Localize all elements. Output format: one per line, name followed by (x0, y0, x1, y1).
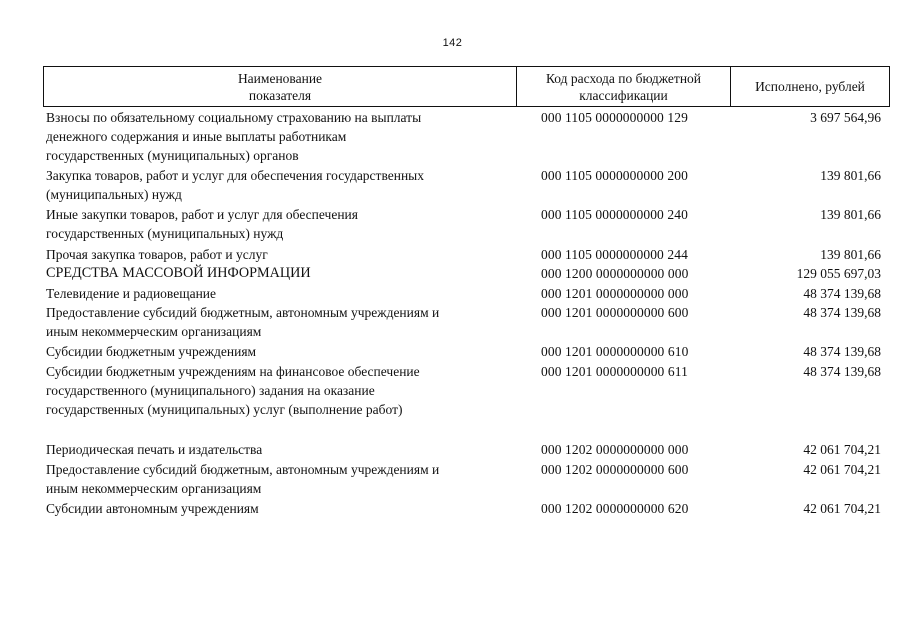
row-name-line: Предоставление субсидий бюджетным, автономным учреждениям и (46, 305, 440, 320)
row-code: 000 1105 0000000000 244 (541, 247, 688, 262)
row-name-line: Субсидии автономным учреждениям (46, 501, 259, 516)
row-name-line: государственных (муниципальных) органов (46, 148, 299, 163)
row-amount: 42 061 704,21 (803, 462, 881, 477)
row-name-line: Взносы по обязательному социальному страхованию на выплаты (46, 110, 422, 125)
row-name-line: Закупка товаров, работ и услуг для обеспечения государственных (46, 168, 425, 183)
row-amount: 139 801,66 (820, 168, 881, 183)
row-amount: 48 374 139,68 (803, 286, 881, 301)
row-name (46, 499, 516, 518)
row-code: 000 1200 0000000000 000 (541, 266, 689, 281)
row-name-line: Телевидение и радиовещание (46, 286, 217, 301)
row-name (46, 303, 516, 341)
row-name (46, 264, 516, 283)
row-name (46, 108, 516, 165)
row-amount: 139 801,66 (820, 247, 881, 262)
row-code: 000 1201 0000000000 611 (541, 364, 688, 379)
row-code: 000 1201 0000000000 610 (541, 344, 689, 359)
row-code: 000 1105 0000000000 129 (541, 110, 688, 125)
row-name-line: Иные закупки товаров, работ и услуг для обеспечения (46, 207, 358, 222)
table-header (43, 66, 890, 107)
header-code-line: Код расхода по бюджетной (545, 70, 702, 86)
row-code: 000 1202 0000000000 620 (541, 501, 689, 516)
header-code-column (517, 67, 731, 106)
row-code: 000 1105 0000000000 240 (541, 207, 688, 222)
row-name-line: Субсидии бюджетным учреждениям на финансовое обеспечение (46, 364, 420, 379)
row-name (46, 440, 516, 459)
row-name-line: государственных (муниципальных) услуг (выполнение работ) (46, 402, 403, 417)
row-name-line: денежного содержания и иные выплаты работникам (46, 129, 347, 144)
row-amount: 42 061 704,21 (803, 501, 881, 516)
row-name-line: иным некоммерческим организациям (46, 481, 262, 496)
row-code: 000 1202 0000000000 000 (541, 442, 689, 457)
row-name-line: Прочая закупка товаров, работ и услуг (46, 247, 268, 262)
row-name (46, 245, 516, 264)
header-name-column (44, 67, 517, 106)
row-name-line: государственного (муниципального) задания на оказание (46, 383, 375, 398)
row-code: 000 1201 0000000000 600 (541, 305, 689, 320)
row-name (46, 460, 516, 498)
row-name (46, 362, 516, 419)
row-name-line: государственных (муниципальных) нужд (46, 226, 284, 241)
row-name (46, 166, 516, 204)
row-name-line: иным некоммерческим организациям (46, 324, 262, 339)
header-amount-label: Исполнено, рублей (755, 79, 865, 94)
row-name-line: Предоставление субсидий бюджетным, автономным учреждениям и (46, 462, 440, 477)
row-amount: 3 697 564,96 (810, 110, 881, 125)
row-amount: 48 374 139,68 (803, 305, 881, 320)
row-name-line: Субсидии бюджетным учреждениям (46, 344, 257, 359)
row-amount: 129 055 697,03 (796, 266, 881, 281)
row-code: 000 1202 0000000000 600 (541, 462, 689, 477)
page-number: 142 (442, 37, 463, 49)
row-name (46, 205, 516, 243)
header-name-line: Наименование (237, 70, 323, 86)
header-name-line: показателя (248, 87, 312, 103)
row-name (46, 342, 516, 361)
row-amount: 48 374 139,68 (803, 364, 881, 379)
header-code-line: классификации (579, 87, 668, 103)
row-name-line: Периодическая печать и издательства (46, 442, 263, 457)
row-name-line: СРЕДСТВА МАССОВОЙ ИНФОРМАЦИИ (46, 265, 311, 281)
row-amount: 48 374 139,68 (803, 344, 881, 359)
row-code: 000 1201 0000000000 000 (541, 286, 689, 301)
row-name-line: (муниципальных) нужд (46, 187, 182, 202)
row-name (46, 284, 516, 303)
row-code: 000 1105 0000000000 200 (541, 168, 688, 183)
row-amount: 139 801,66 (820, 207, 881, 222)
header-amount-column (731, 67, 889, 106)
row-amount: 42 061 704,21 (803, 442, 881, 457)
